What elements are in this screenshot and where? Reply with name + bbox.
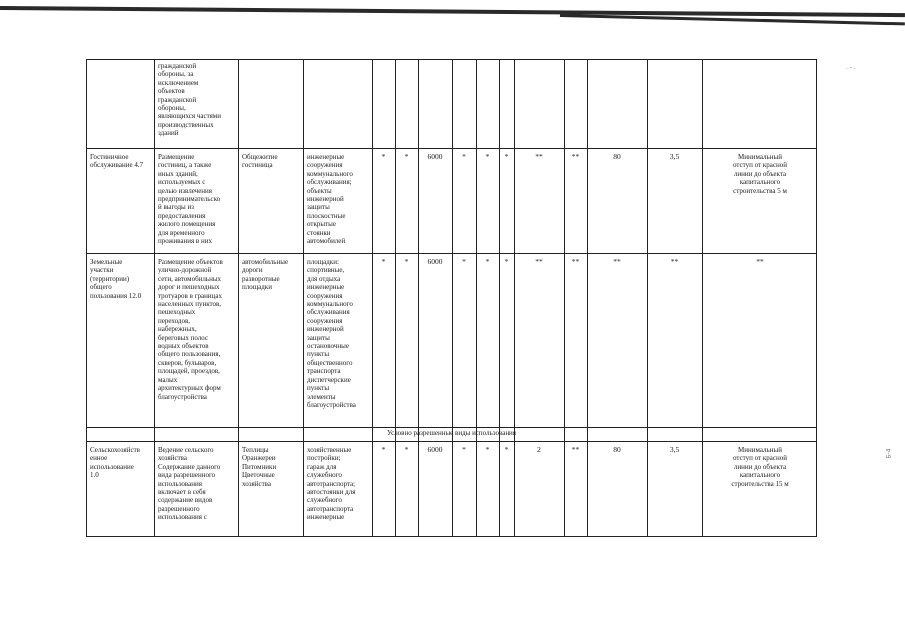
row2-auxiliary: площадки: спортивные, для отдыха инженерные сооружения коммунального обслуживания сооружения инженерной защиты остановочные пункты общественного транспорта диспетчерские пункты элементы благоустройства <box>307 258 356 409</box>
row2-mark: * <box>504 257 509 266</box>
row1-height: 3,5 <box>669 152 680 161</box>
row2-note: ** <box>756 257 764 266</box>
row0-description: гражданской обороны, за исключением объектов гражданской обороны, являющихся частями производственных зданий <box>158 62 221 138</box>
row1-mark: ** <box>571 152 580 161</box>
col-divider <box>702 60 703 536</box>
row3-floors: 2 <box>537 445 541 454</box>
col-divider <box>154 60 155 536</box>
section-header: Условно разрешенные виды использования <box>386 429 517 437</box>
col-divider <box>238 60 239 536</box>
row1-objects: Общежитие гостиница <box>242 153 278 170</box>
row1-mark: * <box>404 152 409 161</box>
row1-mark: ** <box>535 152 543 161</box>
row1-mark: * <box>504 152 509 161</box>
row2-percent: ** <box>613 257 621 266</box>
row3-mark: * <box>381 445 386 454</box>
row2-objects: автомобильные дороги разворотные площадки <box>242 258 289 292</box>
col-divider <box>499 60 500 536</box>
row2-mark: * <box>485 257 490 266</box>
row2-height: ** <box>670 257 679 266</box>
row3-auxiliary: хозяйственные постройки; гараж для служебного автотранспорта; автостоянки для служебного автотранспорта инженерные <box>307 446 356 522</box>
row1-mark: * <box>381 152 386 161</box>
col-divider <box>647 60 648 536</box>
row1-mark: * <box>462 152 466 161</box>
row2-mark: ** <box>535 257 543 266</box>
col-divider <box>476 60 477 536</box>
row3-mark: * <box>462 445 466 454</box>
col-divider <box>372 60 373 536</box>
col-divider <box>587 60 588 536</box>
row3-mark: * <box>504 445 509 454</box>
margin-mark-side: Б-4 <box>885 448 893 459</box>
row1-mark: * <box>485 152 490 161</box>
col-divider <box>514 60 515 536</box>
row2-mark: * <box>381 257 386 266</box>
row1-percent: 80 <box>613 152 621 161</box>
row3-mark: ** <box>571 445 580 454</box>
margin-mark: . - . <box>846 64 856 71</box>
row3-description: Ведение сельского хозяйства Содержание данного вида разрешенного использования включает в себя содержание видов разрешенного использования с <box>158 446 221 522</box>
row3-note: Минимальный отступ от красной линии до объекта капитального строительства 15 м <box>731 446 789 488</box>
col-divider <box>418 60 419 536</box>
row3-area: 6000 <box>427 445 443 454</box>
row2-area: 6000 <box>427 257 443 266</box>
row1-description: Размещение гостиниц, а также иных зданий, используемых с целью извлечения предпринимательско й выгоды из предоставления жилого помещения для временного проживания в них <box>158 153 221 246</box>
col-divider <box>452 60 453 536</box>
row3-mark: * <box>485 445 490 454</box>
col-divider <box>395 60 396 536</box>
row1-auxiliary: инженерные сооружения коммунального обслуживания; объекты инженерной защиты плоскостные открытые стоянки автомобилей <box>307 153 353 246</box>
row2-mark: * <box>462 257 466 266</box>
row1-note: Минимальный отступ от красной линии до объекта капитального строительства 5 м <box>733 153 787 195</box>
row2-mark: ** <box>571 257 580 266</box>
row2-mark: * <box>404 257 409 266</box>
row2-description: Размещение объектов улично-дорожной сети, автомобильных дорог и пешеходных тротуаров в границах населенных пунктов, пешеходных переходов, набережных, береговых полос водных объектов общего пользования, скверов, бульваров, площадей, проездов, малых архитектурных форм благоустройства <box>158 258 223 401</box>
scan-edge-line <box>0 6 905 17</box>
col-divider <box>303 60 304 536</box>
row1-area: 6000 <box>427 152 443 161</box>
row3-objects: Теплицы Оранжереи Питомники Цветочные хозяйства <box>242 446 277 488</box>
row3-type: Сельскохозяйств енное использование 1.0 <box>90 446 140 480</box>
row-divider <box>87 253 816 254</box>
row2-type: Земельные участки (территории) общего пользования 12.0 <box>90 258 142 300</box>
row-divider <box>87 441 816 442</box>
row1-type: Гостиничное обслуживание 4.7 <box>90 153 144 170</box>
row-divider <box>87 148 816 149</box>
row3-mark: * <box>404 445 409 454</box>
col-divider <box>564 60 565 536</box>
row3-percent: 80 <box>613 445 621 454</box>
row3-height: 3,5 <box>669 445 680 454</box>
regulation-table <box>86 59 817 537</box>
row-divider <box>87 427 816 428</box>
